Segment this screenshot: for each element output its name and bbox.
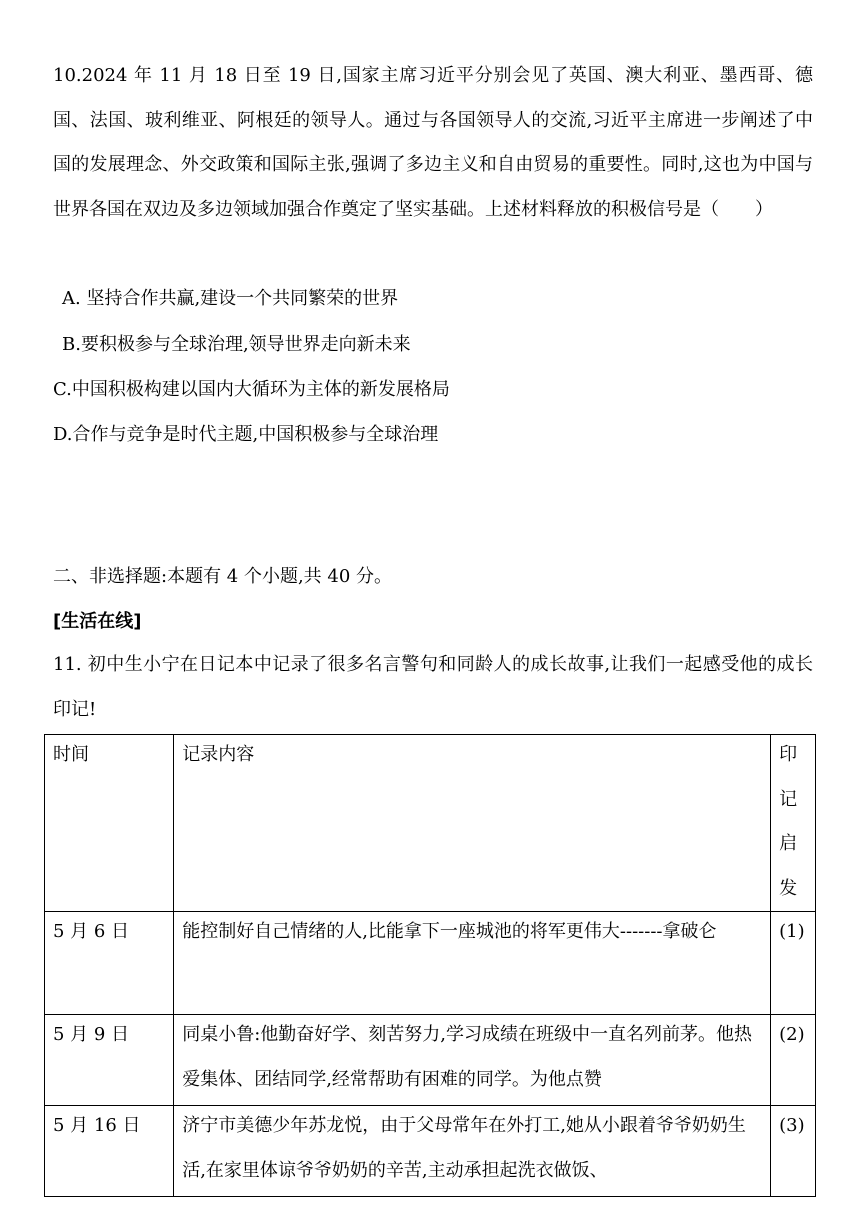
- section-2-subheading: [生活在线]: [53, 611, 142, 632]
- question-10-option-a: A. 坚持合作共赢,建设一个共同繁荣的世界: [62, 288, 399, 309]
- row-content: 同桌小鲁:他勤奋好学、刻苦努力,学习成绩在班级中一直名列前茅。他热爱集体、团结同学,经常帮助有困难的同学。为他点赞: [174, 1015, 771, 1106]
- question-10-option-d: D.合作与竞争是时代主题,中国积极参与全球治理: [53, 424, 439, 445]
- question-11-stem: 11. 初中生小宁在日记本中记录了很多名言警句和同龄人的成长故事,让我们一起感受他的成长印记!: [53, 654, 813, 720]
- section-2-heading: 二、非选择题:本题有 4 个小题,共 40 分。: [53, 566, 393, 587]
- table-header-row: [45, 735, 816, 912]
- row-time: 5 月 16 日: [45, 1106, 174, 1197]
- table-row: [45, 912, 816, 1015]
- row-content: 能控制好自己情绪的人,比能拿下一座城池的将军更伟大-------拿破仑: [174, 912, 771, 1015]
- question-10-option-b: B.要积极参与全球治理,领导世界走向新未来: [62, 334, 411, 355]
- header-note: 印记启发: [771, 735, 816, 912]
- row-note: (2): [771, 1015, 816, 1106]
- growth-record-table: [44, 734, 816, 1197]
- table-row: [45, 1015, 816, 1106]
- header-content: 记录内容: [174, 735, 771, 912]
- row-note: (1): [771, 912, 816, 1015]
- row-note: (3): [771, 1106, 816, 1197]
- header-time: 时间: [45, 735, 174, 912]
- table-row: [45, 1106, 816, 1197]
- row-content: 济宁市美德少年苏龙悦，由于父母常年在外打工,她从小跟着爷爷奶奶生活,在家里体谅爷爷奶奶的辛苦,主动承担起洗衣做饭、: [174, 1106, 771, 1197]
- question-10-option-c: C.中国积极构建以国内大循环为主体的新发展格局: [53, 379, 450, 400]
- question-10-stem: 10.2024 年 11 月 18 日至 19 日,国家主席习近平分别会见了英国、澳大利亚、墨西哥、德国、法国、玻利维亚、阿根廷的领导人。通过与各国领导人的交流,习近平主席进一步阐述了中国的发展理念、外交政策和国际主张,强调了多边主义和自由贸易的重要性。同时,这也为中国与世界各国在双边及多边领域加强合作奠定了坚实基础。上述材料释放的积极信号是（ ）: [53, 65, 813, 220]
- row-time: 5 月 9 日: [45, 1015, 174, 1106]
- row-time: 5 月 6 日: [45, 912, 174, 1015]
